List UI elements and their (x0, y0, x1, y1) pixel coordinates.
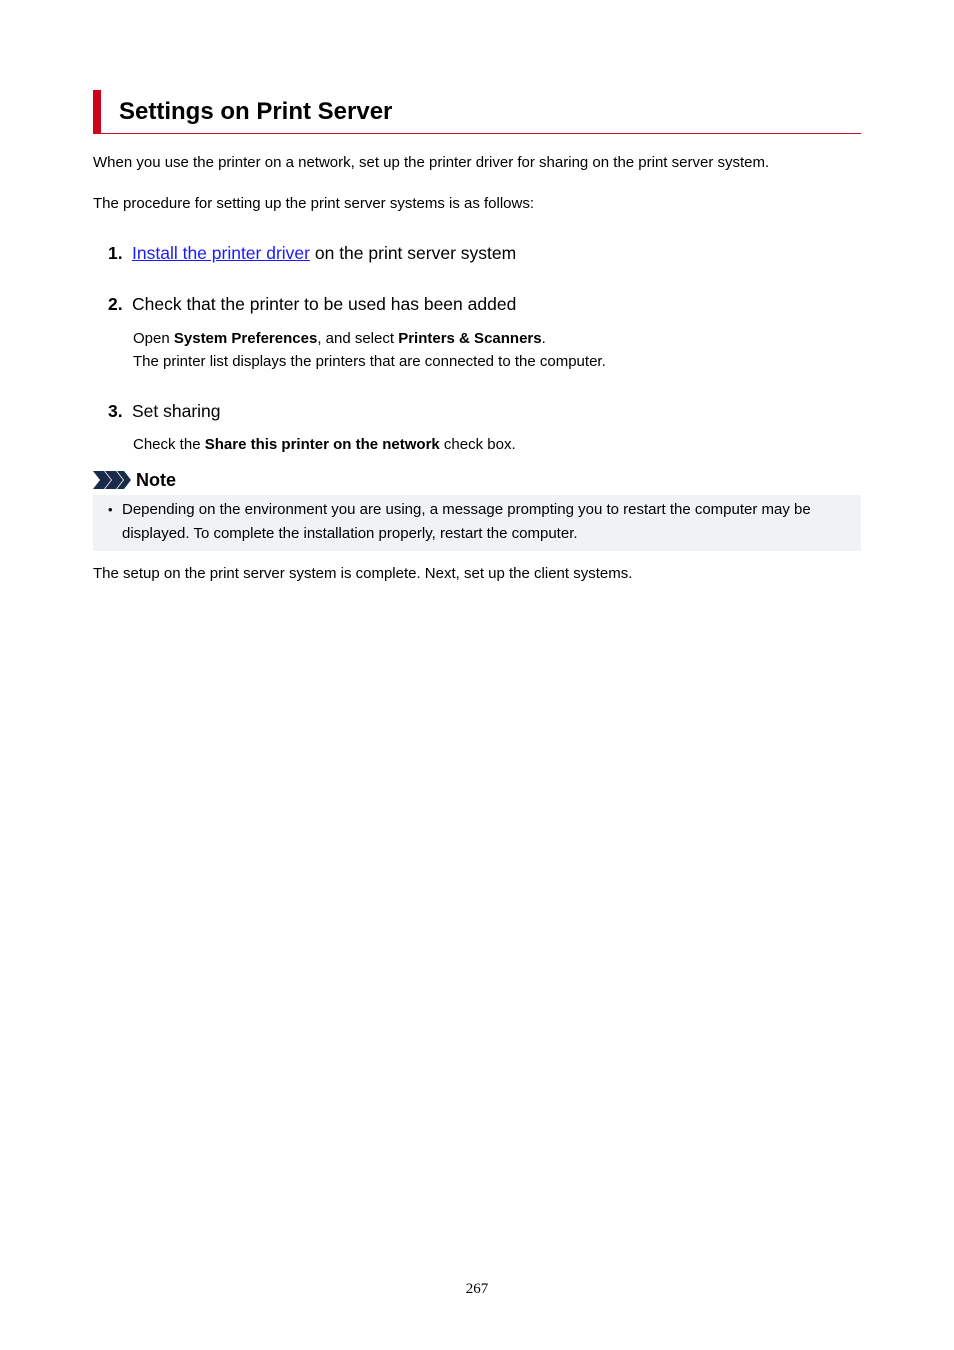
text: Check the (133, 436, 205, 453)
step-3 (108, 400, 221, 422)
ui-term: System Preferences (173, 330, 318, 347)
note-box (93, 495, 861, 551)
install-driver-link[interactable]: Install the printer driver (132, 243, 310, 263)
step-2 (108, 293, 516, 315)
step-body-line (133, 327, 606, 350)
note-text: Depending on the environment you are using, a message prompting you to restart the computer may be displayed. To complete the installation properly, restart the computer. (122, 501, 811, 542)
note-label: Note (136, 470, 176, 490)
ui-term: Printers & Scanners (398, 330, 542, 347)
ui-term: Share this printer on the network (204, 436, 440, 453)
step-2-body (133, 327, 606, 373)
page-number: 267 (465, 1281, 489, 1297)
step-number: 2. (108, 294, 123, 314)
step-number: 3. (108, 401, 123, 421)
step-3-body (133, 433, 516, 456)
title-accent-bar (93, 90, 101, 133)
intro-paragraph: When you use the printer on a network, set up the printer driver for sharing on the print server system. (93, 154, 770, 171)
step-number: 1. (108, 243, 123, 263)
step-title: Set sharing (132, 401, 221, 421)
text: . (541, 330, 546, 347)
title-text: Settings on Print Server (119, 98, 393, 125)
step-title: on the print server system (310, 243, 517, 263)
text: Open (133, 330, 174, 347)
conclusion-paragraph: The setup on the print server system is complete. Next, set up the client systems. (93, 565, 633, 582)
page-title (93, 90, 861, 134)
note-header (93, 469, 293, 491)
step-title: Check that the printer to be used has been added (132, 294, 517, 314)
step-body-line: The printer list displays the printers that are connected to the computer. (133, 353, 606, 370)
step-1 (108, 242, 516, 264)
note-chevrons-icon (93, 471, 133, 489)
text: check box. (439, 436, 516, 453)
text: , and select (317, 330, 399, 347)
procedure-intro: The procedure for setting up the print server systems is as follows: (93, 195, 535, 212)
bullet: • (108, 502, 113, 517)
